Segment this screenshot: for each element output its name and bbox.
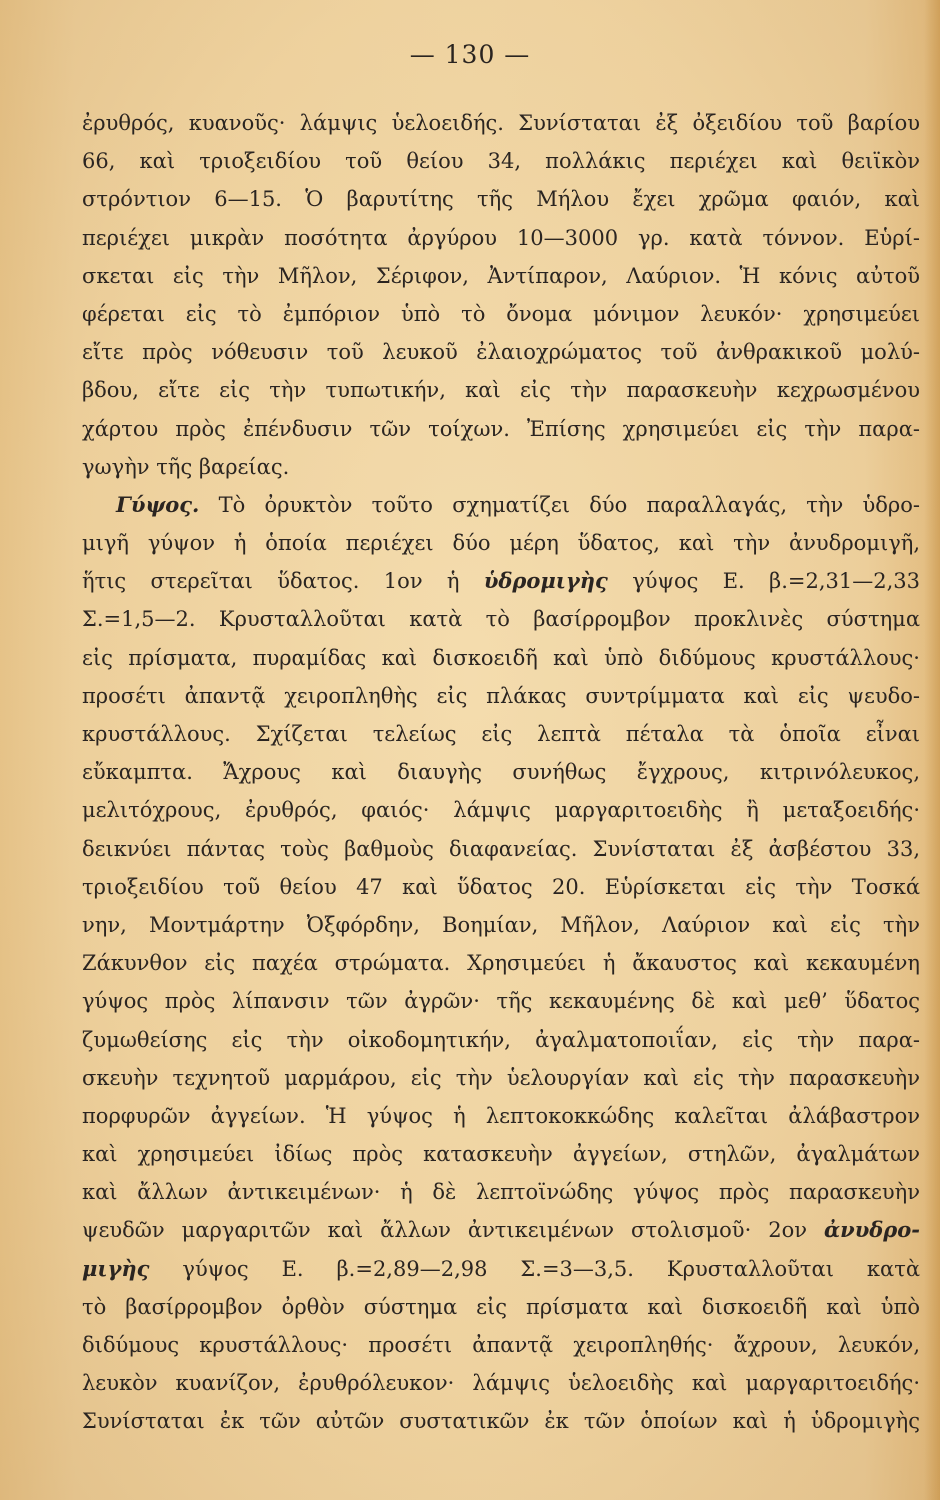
text-line: προσέτι ἀπαντᾷ χειροπληθὴς εἰς πλάκας συντρίμματα καὶ εἰς ψευδο-: [82, 683, 920, 708]
term-anhydrous: ἀνυδρο-: [824, 1217, 920, 1243]
text-line: Γύψος. Τὸ ὀρυκτὸν τοῦτο σχηματίζει δύο παραλλαγάς, τὴν ὑδρο-: [116, 491, 920, 517]
text-line: ἐρυθρός, κυανοῦς· λάμψις ὑελοειδής. Συνίσταται ἐξ ὀξειδίου τοῦ βαρίου: [82, 111, 920, 135]
text-line: κρυστάλλους. Σχίζεται τελείως εἰς λεπτὰ πέταλα τὰ ὁποῖα εἶναι: [82, 722, 920, 746]
term-anhydrous-cont: μιγὴς: [82, 1255, 150, 1281]
text-line: μιγῆ γύψον ἡ ὁποία περιέχει δύο μέρη ὕδατος, καὶ τὴν ἀνυδρομιγῆ,: [82, 531, 920, 556]
text-line: καὶ χρησιμεύει ἰδίως πρὸς κατασκευὴν ἀγγείων, στηλῶν, ἀγαλμάτων: [82, 1142, 920, 1167]
text-line: στρόντιον 6—15. Ὁ βαρυτίτης τῆς Μήλου ἔχει χρῶμα φαιόν, καὶ: [82, 187, 920, 212]
text-line: βδου, εἴτε εἰς τὴν τυπωτικήν, καὶ εἰς τὴν παρασκευὴν κεχρωσμένου: [82, 378, 920, 403]
text-line: ἥτις στερεῖται ὕδατος. 1ον ἡ ὑδρομιγὴς γύψος Ε. β.=2,31—2,33: [82, 568, 920, 594]
text-line: μελιτόχρους, ἐρυθρός, φαιός· λάμψις μαργαριτοειδὴς ἢ μεταξοειδής·: [82, 798, 920, 823]
text-line: σκεται εἰς τὴν Μῆλον, Σέριφον, Ἀντίπαρον, Λαύριον. Ἡ κόνις αὐτοῦ: [82, 263, 920, 288]
text-line: ψευδῶν μαργαριτῶν καὶ ἄλλων ἀντικειμένων στολισμοῦ· 2ον ἀνυδρο-: [82, 1217, 920, 1243]
text-line: μιγὴς γύψος Ε. β.=2,89—2,98 Σ.=3—3,5. Κρυσταλλοῦται κατὰ: [82, 1255, 920, 1281]
section-heading-gypsum: Γύψος.: [116, 491, 200, 517]
text-line: καὶ ἄλλων ἀντικειμένων· ἡ δὲ λεπτοϊνώδης γύψος πρὸς παρασκευὴν: [82, 1180, 920, 1205]
text-line: δεικνύει πάντας τοὺς βαθμοὺς διαφανείας. Συνίσταται ἐξ ἀσβέστου 33,: [82, 836, 920, 861]
text-line: τριοξειδίου τοῦ θείου 47 καὶ ὕδατος 20. Εὑρίσκεται εἰς τὴν Τοσκά: [82, 874, 920, 899]
text-line: λευκὸν κυανίζον, ἐρυθρόλευκον· λάμψις ὑελοειδὴς καὶ μαργαριτοειδής·: [82, 1371, 920, 1396]
text-line: περιέχει μικρὰν ποσότητα ἀργύρου 10—3000 γρ. κατὰ τόννον. Εὑρί-: [82, 225, 920, 250]
text-line: τὸ βασίρρομβον ὀρθὸν σύστημα εἰς πρίσματα καὶ δισκοειδῆ καὶ ὑπὸ: [82, 1294, 920, 1319]
text-line: Ζάκυνθον εἰς παχέα στρώματα. Χρησιμεύει ἡ ἄκαυστος καὶ κεκαυμένη: [82, 951, 920, 976]
text-line: φέρεται εἰς τὸ ἐμπόριον ὑπὸ τὸ ὄνομα μόνιμον λευκόν· χρησιμεύει: [82, 301, 920, 326]
text-line: γωγὴν τῆς βαρείας.: [82, 454, 290, 479]
text-line: σκευὴν τεχνητοῦ μαρμάρου, εἰς τὴν ὑελουργίαν καὶ εἰς τὴν παρασκευὴν: [82, 1065, 920, 1090]
text-line: νην, Μοντμάρτην Ὀξφόρδην, Βοημίαν, Μῆλον, Λαύριον καὶ εἰς τὴν: [82, 912, 920, 937]
text-line: πορφυρῶν ἀγγείων. Ἡ γύψος ἡ λεπτοκοκκώδης καλεῖται ἀλάβαστρον: [82, 1103, 920, 1128]
body-text: [82, 104, 920, 1441]
page-number: — 130 —: [409, 40, 531, 69]
text-line: χάρτου πρὸς ἐπένδυσιν τῶν τοίχων. Ἐπίσης χρησιμεύει εἰς τὴν παρα-: [82, 416, 920, 441]
text-line: εἴτε πρὸς νόθευσιν τοῦ λευκοῦ ἐλαιοχρώματος τοῦ ἀνθρακικοῦ μολύ-: [82, 340, 920, 365]
text-line: ζυμωθείσης εἰς τὴν οἰκοδομητικήν, ἀγαλματοποιΐαν, εἰς τὴν παρα-: [82, 1027, 920, 1052]
term-hydrous: ὑδρομιγὴς: [483, 568, 608, 594]
text-line: Σ.=1,5—2. Κρυσταλλοῦται κατὰ τὸ βασίρρομβον προκλινὲς σύστημα: [82, 607, 920, 632]
text-line: γύψος πρὸς λίπανσιν τῶν ἀγρῶν· τῆς κεκαυμένης δὲ καὶ μεθ’ ὕδατος: [82, 989, 920, 1014]
text-line: 66, καὶ τριοξειδίου τοῦ θείου 34, πολλάκις περιέχει καὶ θειϊκὸν: [82, 149, 920, 174]
text-line: διδύμους κρυστάλλους· προσέτι ἀπαντᾷ χειροπληθής· ἄχρουν, λευκόν,: [82, 1333, 920, 1357]
text-line: Συνίσταται ἐκ τῶν αὐτῶν συστατικῶν ἐκ τῶν ὁποίων καὶ ἡ ὑδρομιγὴς: [82, 1409, 920, 1434]
text-line: εἰς πρίσματα, πυραμίδας καὶ δισκοειδῆ καὶ ὑπὸ διδύμους κρυστάλλους·: [82, 645, 920, 670]
text-line: εὔκαμπτα. Ἄχρους καὶ διαυγὴς συνήθως ἔγχρους, κιτρινόλευκος,: [82, 760, 920, 785]
